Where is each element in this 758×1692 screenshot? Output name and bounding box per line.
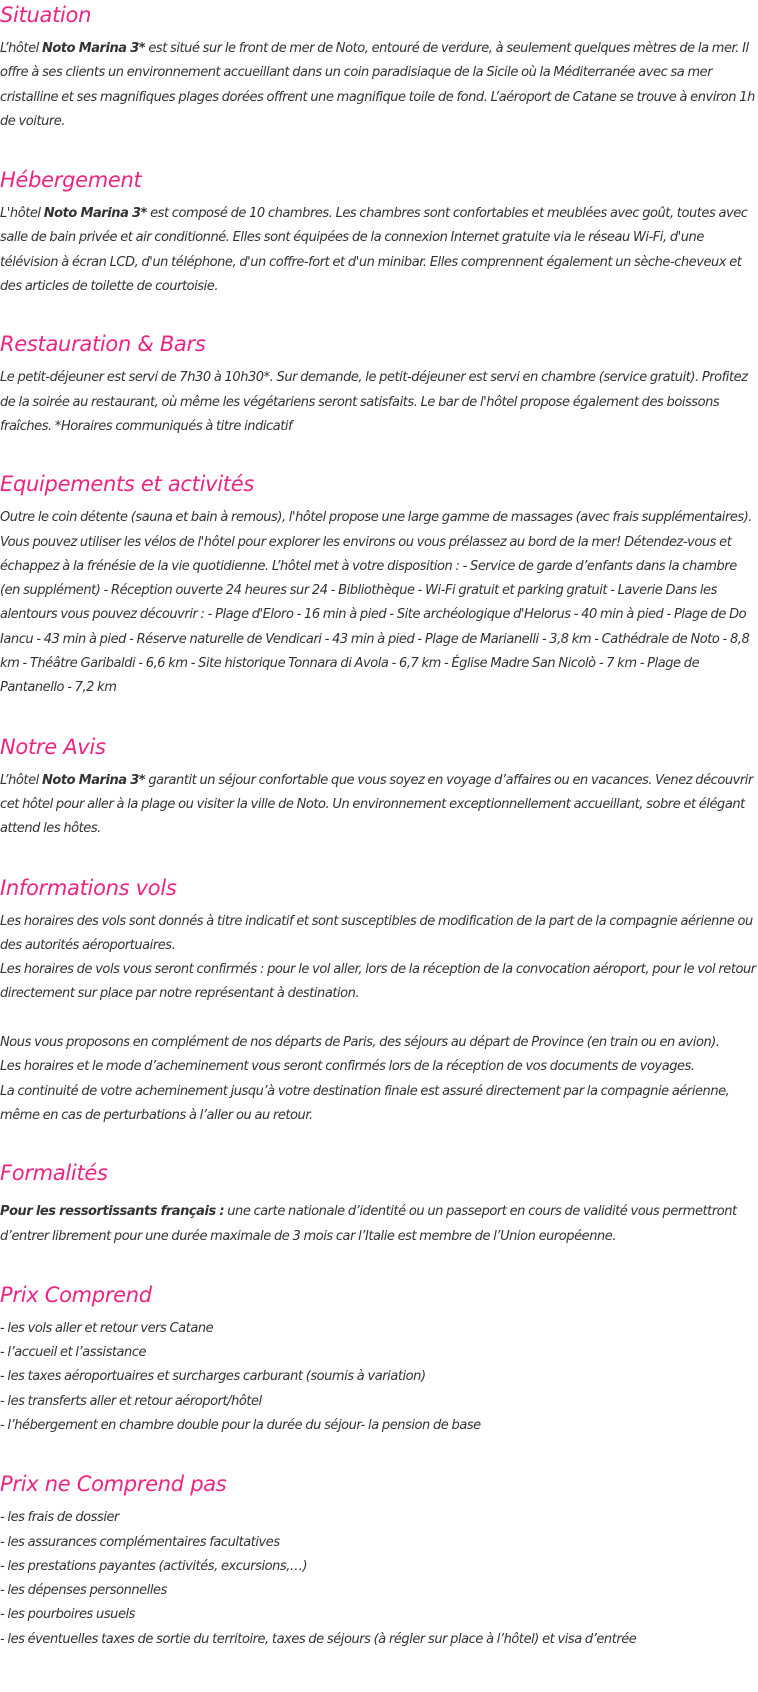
section-hebergement bbox=[0, 165, 758, 299]
vols-line-5: La continuité de votre acheminement jusqu’à votre destination finale est assuré directement par la compagnie aérienne, même en cas de perturbations à l’aller ou au retour. bbox=[0, 1083, 730, 1123]
list-item: - les prestations payantes (activités, excursions,…) bbox=[0, 1558, 308, 1574]
list-item: - l’accueil et l’assistance bbox=[0, 1345, 147, 1361]
section-prix-ne-comprend bbox=[0, 1469, 758, 1652]
list-item: - l’hébergement en chambre double pour la durée du séjour- la pension de base bbox=[0, 1417, 481, 1433]
section-title-formalites: Formalités bbox=[0, 1161, 108, 1186]
hebergement-hotel-name: Noto Marina 3* bbox=[43, 206, 147, 222]
avis-text-pre: L’hôtel bbox=[0, 772, 42, 788]
section-title-vols: Informations vols bbox=[0, 875, 177, 900]
list-item: - les vols aller et retour vers Catane bbox=[0, 1320, 214, 1336]
section-title-hebergement: Hébergement bbox=[0, 168, 142, 193]
list-item: - les transferts aller et retour aéroport/hôtel bbox=[0, 1393, 262, 1409]
section-title-prix-comprend: Prix Comprend bbox=[0, 1282, 152, 1307]
list-item: - les frais de dossier bbox=[0, 1510, 119, 1526]
vols-line-1: Les horaires des vols sont donnés à titre indicatif et sont susceptibles de modification de la part de la compagnie aérienne ou des autorités aéroportuaires. bbox=[0, 913, 753, 953]
section-title-equipements: Equipements et activités bbox=[0, 472, 254, 497]
restauration-text: Le petit-déjeuner est servi de 7h30 à 10h30*. Sur demande, le petit-déjeuner est servi en chambre (service gratuit). Profitez de la soirée au restaurant, où même les végétariens seront satisfaits. Le bar de l'hôtel propose également des boissons fraîches. *Horaires communiqués à titre indicatif bbox=[0, 370, 748, 434]
section-equipements bbox=[0, 469, 758, 700]
formalites-body: une carte nationale d’identité ou un passeport en cours de validité vous permettront d’entrer librement pour une durée maximale de 3 mois car l’Italie est membre de l’Union européenne. bbox=[0, 1204, 737, 1244]
situation-hotel-name: Noto Marina 3* bbox=[41, 41, 146, 56]
situation-text-pre: L’hôtel bbox=[0, 41, 42, 56]
prix-ne-comprend-list bbox=[0, 1506, 758, 1652]
section-restauration bbox=[0, 329, 758, 439]
section-avis bbox=[0, 732, 758, 842]
hebergement-text-pre: L'hôtel bbox=[0, 206, 44, 222]
formalites-label: Pour les ressortissants français : bbox=[0, 1204, 225, 1220]
avis-text-post: garantit un séjour confortable que vous soyez en voyage d’affaires ou en vacances. Venez découvrir cet hôtel pour aller à la plage ou visiter la ville de Noto. Un environnement exceptionnellement accueillant, sobre et élégant attend les hôtes. bbox=[0, 772, 753, 837]
section-title-restauration: Restauration & Bars bbox=[0, 332, 206, 357]
section-prix-comprend bbox=[0, 1280, 758, 1438]
situation-text-post: est situé sur le front de mer de Noto, entouré de verdure, à seulement quelques mètres de la mer. Il offre à ses clients un environnement accueillant dans un coin paradisiaque de la Sicile où la Méditerranée avec sa mer cristalline et ses magnifiques plages dorées offrent une magnifique toile de fond. L’aéroport de Catane se trouve à environ 1h de voiture. bbox=[0, 41, 755, 129]
list-item: - les taxes aéroportuaires et surcharges carburant (soumis à variation) bbox=[0, 1369, 426, 1385]
vols-line-2: Les horaires de vols vous seront confirmés : pour le vol aller, lors de la réception de la convocation aéroport, pour le vol retour directement sur place par notre représentant à destination. bbox=[0, 962, 756, 1002]
vols-line-4: Les horaires et le mode d’acheminement vous seront confirmés lors de la réception de vos documents de voyages. bbox=[0, 1059, 695, 1075]
section-situation bbox=[0, 0, 758, 134]
list-item: - les dépenses personnelles bbox=[0, 1583, 167, 1599]
avis-text bbox=[0, 769, 758, 842]
section-formalites bbox=[0, 1158, 758, 1249]
hebergement-text bbox=[0, 202, 758, 299]
section-vols bbox=[0, 873, 758, 1129]
situation-text bbox=[0, 37, 758, 134]
section-title-prix-ne-comprend: Prix ne Comprend pas bbox=[0, 1472, 227, 1497]
vols-line-3: Nous vous proposons en complément de nos départs de Paris, des séjours au départ de Province (en train ou en avion). bbox=[0, 1035, 720, 1051]
section-title-situation: Situation bbox=[0, 3, 92, 27]
vols-text bbox=[0, 910, 758, 1129]
list-item: - les éventuelles taxes de sortie du territoire, taxes de séjours (à régler sur place à l’hôtel) et visa d’entrée bbox=[0, 1631, 637, 1647]
avis-hotel-name: Noto Marina 3* bbox=[41, 772, 146, 788]
equipements-text: Outre le coin détente (sauna et bain à remous), l'hôtel propose une large gamme de massages (avec frais supplémentaires). Vous pouvez utiliser les vélos de l'hôtel pour explorer les environs ou vous prélassez au bord de la mer! Détendez-vous et échappez à la frénésie de la vie quotidienne. L’hôtel met à votre disposition : - Service de garde d’enfants dans la chambre (en supplément) - Réception ouverte 24 heures sur 24 - Bibliothèque - Wi-Fi gratuit et parking gratuit - Laverie Dans les alentours vous pouvez découvrir : - Plage d'Eloro - 16 min à pied - Site archéologique d'Helorus - 40 min à pied - Plage de Do Iancu - 43 min à pied - Réserve naturelle de Vendicari - 43 min à pied - Plage de Marianelli - 3,8 km - Cathédrale de Noto - 8,8 km - Théâtre Garibaldi - 6,6 km - Site historique Tonnara di Avola - 6,7 km - Église Madre San Nicolò - 7 km - Plage de Pantanello - 7,2 km bbox=[0, 510, 753, 696]
section-title-avis: Notre Avis bbox=[0, 734, 106, 759]
formalites-text bbox=[0, 1200, 758, 1249]
prix-comprend-list bbox=[0, 1317, 758, 1438]
list-item: - les pourboires usuels bbox=[0, 1607, 135, 1623]
list-item: - les assurances complémentaires facultatives bbox=[0, 1534, 280, 1550]
hebergement-text-post: est composé de 10 chambres. Les chambres sont confortables et meublées avec goût, toutes avec salle de bain privée et air conditionné. Elles sont équipées de la connexion Internet gratuite via le réseau Wi-Fi, d'une télévision à écran LCD, d'un téléphone, d'un coffre-fort et d'un minibar. Elles comprennent également un sèche-cheveux et des articles de toilette de courtoisie. bbox=[0, 206, 748, 295]
